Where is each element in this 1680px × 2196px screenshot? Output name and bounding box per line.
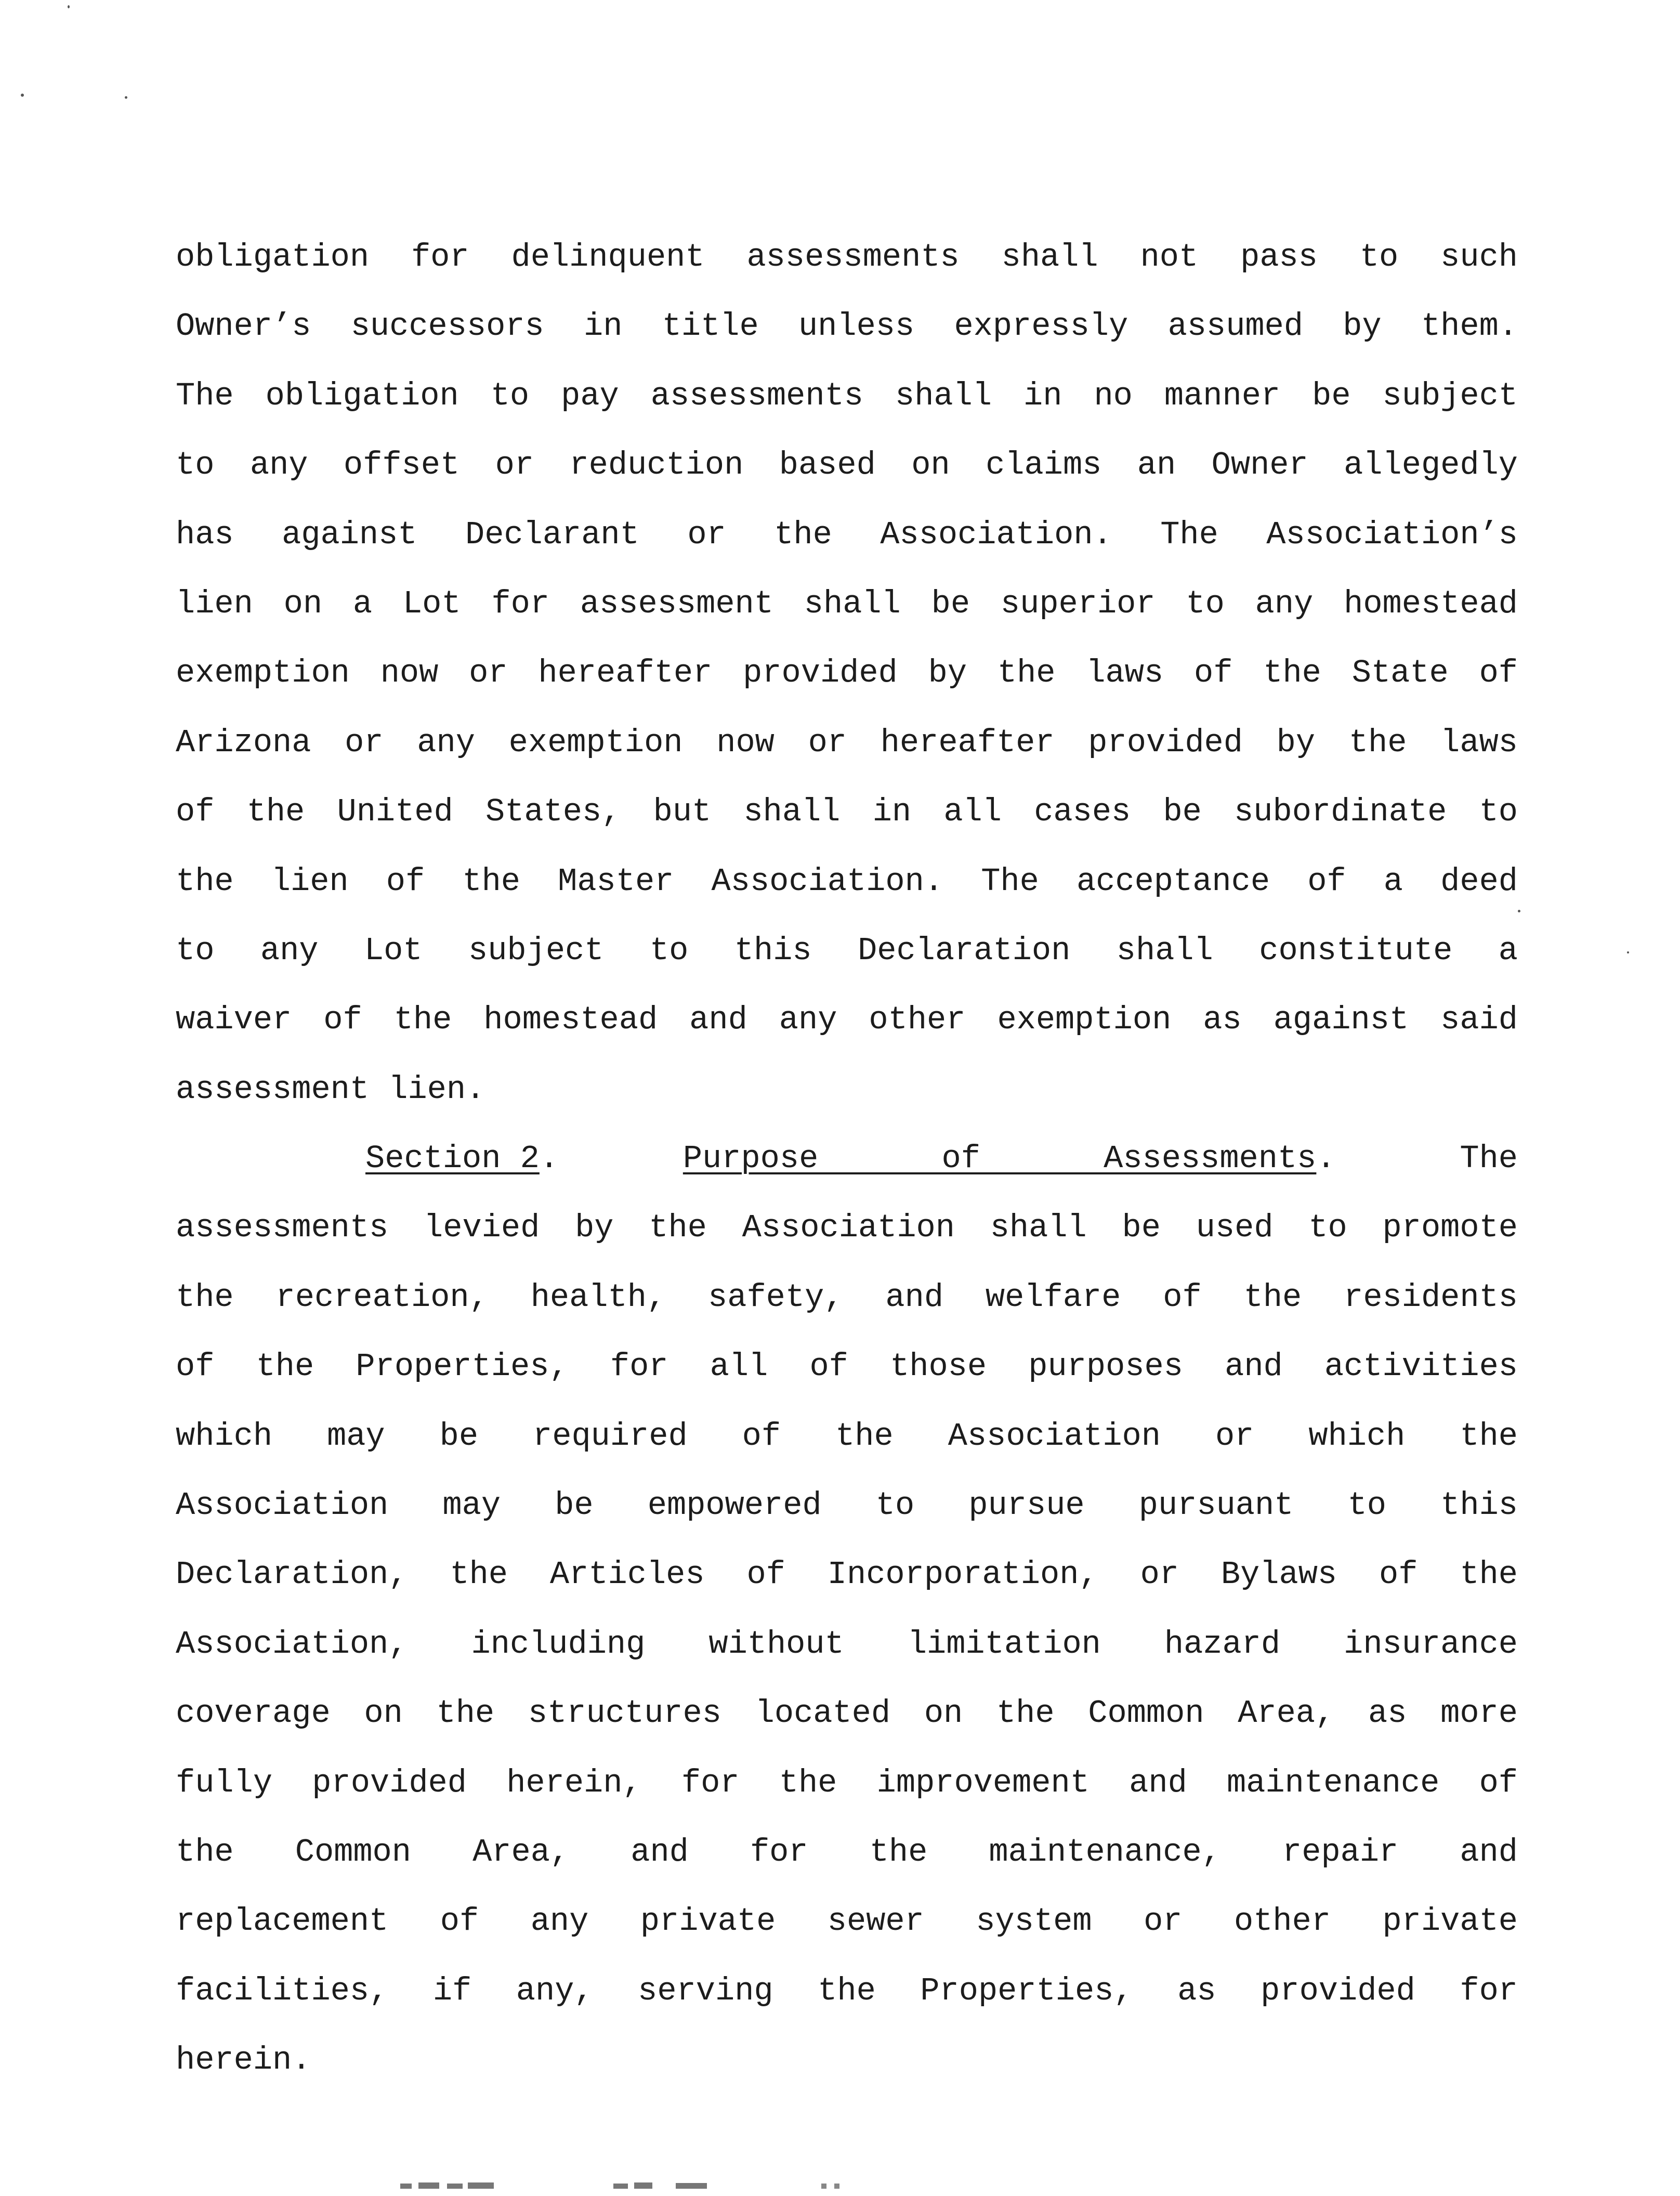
text-line: The obligation to pay assessments shall in no manner be subject <box>176 377 1518 414</box>
text-line: to any offset or reduction based on claims an Owner allegedly <box>176 447 1518 484</box>
text-line: Declaration, the Articles of Incorporation, or Bylaws of the <box>176 1556 1518 1593</box>
text-line: Association, including without limitation hazard insurance <box>176 1625 1518 1663</box>
scan-speck <box>21 94 24 97</box>
text-line: herein. <box>176 2042 311 2079</box>
text-line: obligation for delinquent assessments shall not pass to such <box>176 239 1518 276</box>
text-line: replacement of any private sewer system or other private <box>176 1903 1518 1940</box>
cropped-footer-marks <box>395 2168 889 2189</box>
scan-speck <box>1518 910 1520 912</box>
text-line: of the United States, but shall in all cases be subordinate to <box>176 793 1518 831</box>
text-line: of the Properties, for all of those purposes and activities <box>176 1348 1518 1385</box>
text-line: assessment lien. <box>176 1070 485 1108</box>
text-line: which may be required of the Association or which the <box>176 1417 1518 1455</box>
section-2-heading <box>176 1124 1518 1193</box>
text-line: exemption now or hereafter provided by the laws of the State of <box>176 655 1518 692</box>
text-line: coverage on the structures located on the Common Area, as more <box>176 1695 1518 1732</box>
text-line: waiver of the homestead and any other exemption as against said <box>176 1001 1518 1039</box>
paragraph-continuation <box>176 223 1518 2095</box>
text-line: Arizona or any exemption now or hereafter provided by the laws <box>176 724 1518 761</box>
text-line: the recreation, health, safety, and welfare of the residents <box>176 1278 1518 1316</box>
section-title: Purpose of Assessments <box>682 1140 1317 1178</box>
text-line: Owner’s successors in title unless expressly assumed by them. <box>176 308 1518 345</box>
scan-speck <box>125 96 127 99</box>
text-line: has against Declarant or the Association. The Association’s <box>176 516 1518 553</box>
text-line: facilities, if any, serving the Properties, as provided for <box>176 1972 1518 2009</box>
section-lead-word: The <box>1460 1140 1518 1178</box>
text-line: fully provided herein, for the improvement and maintenance of <box>176 1764 1518 1801</box>
section-number-period: . <box>539 1140 559 1178</box>
text-line: the lien of the Master Association. The acceptance of a deed <box>176 862 1518 900</box>
section-title-period: . <box>1316 1140 1336 1178</box>
text-line: assessments levied by the Association shall be used to promote <box>176 1209 1518 1247</box>
text-line: the Common Area, and for the maintenance, repair and <box>176 1833 1518 1871</box>
scan-speck <box>68 5 70 8</box>
text-line: to any Lot subject to this Declaration shall constitute a <box>176 932 1518 969</box>
text-line: lien on a Lot for assessment shall be superior to any homestead <box>176 585 1518 622</box>
section-number: Section 2 <box>365 1140 540 1178</box>
scan-speck <box>1627 951 1629 953</box>
text-line: Association may be empowered to pursue pursuant to this <box>176 1487 1518 1524</box>
